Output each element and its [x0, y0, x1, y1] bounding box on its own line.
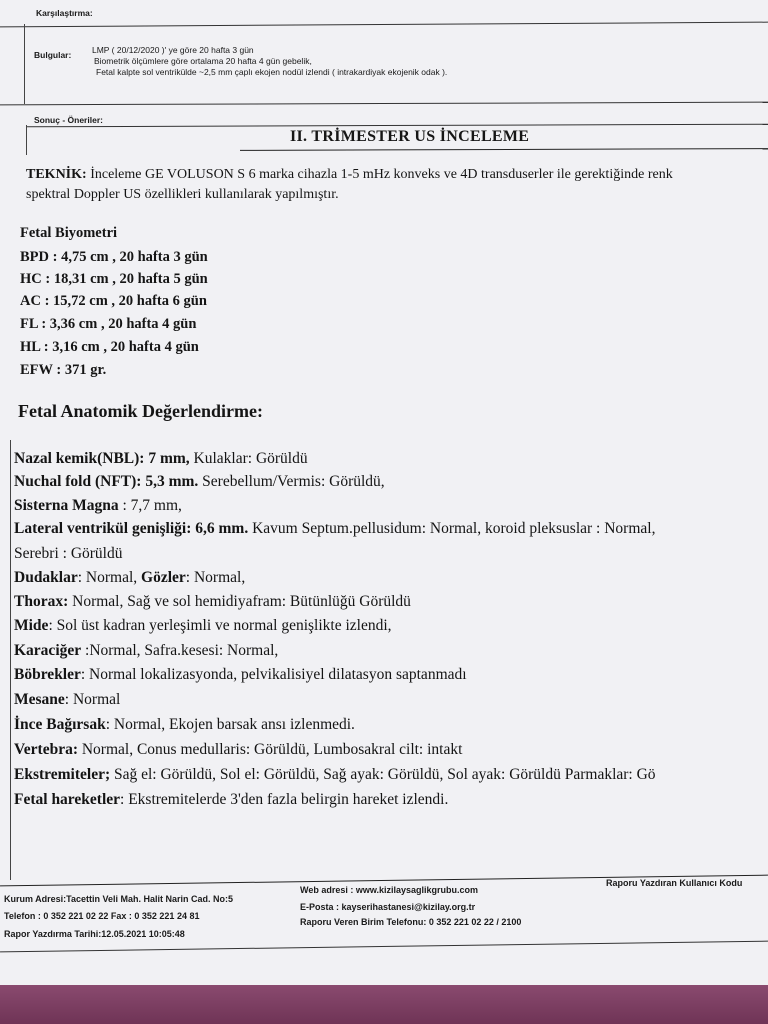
bulgular-line: Fetal kalpte sol ventrikülde ~2,5 mm çaplı ekojen nodül izlendi ( intrakardiyak ekojenik odak ).	[96, 67, 448, 77]
anatomy-row	[14, 545, 122, 563]
footer-print-date: Rapor Yazdırma Tarihi:12.05.2021 10:05:48	[4, 929, 185, 939]
biometry-heading: Fetal Biyometri	[20, 225, 118, 241]
footer-phone: Telefon : 0 352 221 02 22 Fax : 0 352 221 24 81	[4, 911, 200, 921]
row-text: : 7,7 mm,	[118, 497, 182, 514]
anatomy-row	[14, 497, 182, 515]
biometry-item: EFW : 371 gr.	[20, 362, 107, 378]
anatomy-row	[14, 666, 467, 684]
sonuc-label: Sonuç - Öneriler:	[34, 115, 103, 125]
page-title: II. TRİMESTER US İNCELEME	[290, 128, 530, 145]
background-fabric	[0, 985, 768, 1024]
footer-unit-phone: Raporu Veren Birim Telefonu: 0 352 221 02 22 / 2100	[300, 917, 522, 927]
row-text: : Normal,	[77, 569, 142, 586]
footer-printer-user: Raporu Yazdıran Kullanıcı Kodu	[606, 878, 743, 888]
anatomy-row	[14, 766, 656, 784]
row-label: Mesane	[14, 691, 65, 708]
anatomy-row	[14, 520, 655, 538]
row-label: Dudaklar	[14, 569, 78, 586]
divider	[26, 124, 768, 128]
anatomy-heading: Fetal Anatomik Değerlendirme:	[18, 401, 263, 421]
divider	[0, 22, 768, 28]
divider	[240, 148, 768, 151]
footer-address: Kurum Adresi:Tacettin Veli Mah. Halit Narin Cad. No:5	[4, 894, 234, 904]
row-text: Serebellum/Vermis: Görüldü,	[198, 473, 385, 490]
anatomy-row	[14, 450, 308, 468]
teknik-line-1	[26, 167, 673, 183]
biometry-item: FL : 3,36 cm , 20 hafta 4 gün	[20, 316, 197, 332]
row-text: Kavum Septum.pellusidum: Normal, koroid pleksuslar : Normal,	[248, 520, 656, 537]
biometry-item: BPD : 4,75 cm , 20 hafta 3 gün	[20, 249, 208, 265]
bulgular-label: Bulgular:	[34, 50, 72, 60]
row-label: Böbrekler	[14, 666, 81, 683]
row-text: Normal, Sağ ve sol hemidiyafram: Bütünlüğü Görüldü	[68, 593, 411, 610]
anatomy-row	[14, 791, 448, 809]
footer-email: E-Posta : kayserihastanesi@kizilay.org.tr	[300, 902, 476, 912]
anatomy-row	[14, 716, 355, 734]
row-label: Nazal kemik(NBL): 7 mm,	[14, 450, 190, 467]
divider	[10, 440, 11, 880]
divider	[26, 125, 27, 155]
karsilastirma-label: Karşılaştırma:	[36, 8, 93, 18]
anatomy-row	[14, 473, 385, 491]
anatomy-row	[14, 569, 245, 587]
biometry-item: AC : 15,72 cm , 20 hafta 6 gün	[20, 293, 207, 309]
row-text: Normal, Conus medullaris: Görüldü, Lumbosakral cilt: intakt	[77, 741, 463, 758]
row-text: : Ekstremitelerde 3'den fazla belirgin hareket izlendi.	[120, 791, 449, 808]
row-text: : Normal,	[185, 569, 246, 586]
row-text: Serebri : Görüldü	[14, 545, 123, 562]
anatomy-row	[14, 642, 278, 660]
anatomy-row	[14, 593, 411, 611]
row-text: :Normal, Safra.kesesi: Normal,	[81, 642, 279, 659]
teknik-label: TEKNİK:	[26, 167, 87, 182]
divider	[0, 941, 768, 953]
row-text: Kulaklar: Görüldü	[189, 450, 308, 467]
teknik-line-2: spektral Doppler US özellikleri kullanılarak yapılmıştır.	[26, 187, 339, 202]
row-label: Karaciğer	[14, 642, 82, 659]
row-label: Nuchal fold (NFT): 5,3 mm.	[14, 473, 199, 490]
row-label: Lateral ventrikül genişliği: 6,6 mm.	[14, 520, 249, 537]
row-text: Sağ el: Görüldü, Sol el: Görüldü, Sağ ayak: Görüldü, Sol ayak: Görüldü Parmaklar: Gö	[110, 766, 656, 783]
anatomy-row	[14, 617, 392, 635]
row-label: Gözler	[141, 569, 186, 586]
row-label: İnce Bağırsak	[14, 716, 106, 733]
row-label: Thorax:	[14, 593, 69, 610]
bulgular-line: LMP ( 20/12/2020 )' ye göre 20 hafta 3 gün	[92, 45, 254, 55]
row-label: Ekstremiteler;	[14, 766, 111, 783]
row-text: : Normal, Ekojen barsak ansı izlenmedi.	[105, 716, 355, 733]
row-text: : Sol üst kadran yerleşimli ve normal genişlikte izlendi,	[48, 617, 392, 634]
row-text: : Normal	[64, 691, 121, 708]
divider	[24, 24, 25, 104]
row-label: Sisterna Magna	[14, 497, 119, 514]
biometry-item: HL : 3,16 cm , 20 hafta 4 gün	[20, 339, 199, 355]
row-label: Fetal hareketler	[14, 791, 121, 808]
anatomy-row	[14, 691, 120, 709]
footer-web: Web adresi : www.kizilaysaglikgrubu.com	[300, 885, 479, 895]
divider	[0, 102, 768, 106]
anatomy-row	[14, 741, 462, 759]
row-label: Mide	[14, 617, 49, 634]
row-text: : Normal lokalizasyonda, pelvikalisiyel dilatasyon saptanmadı	[80, 666, 467, 683]
row-label: Vertebra:	[14, 741, 78, 758]
bulgular-line: Biometrik ölçümlere göre ortalama 20 hafta 4 gün gebelik,	[94, 56, 312, 66]
biometry-item: HC : 18,31 cm , 20 hafta 5 gün	[20, 271, 208, 287]
teknik-text: İnceleme GE VOLUSON S 6 marka cihazla 1-5 mHz konveks ve 4D transduserler ile gerektiğinde renk	[86, 167, 673, 182]
